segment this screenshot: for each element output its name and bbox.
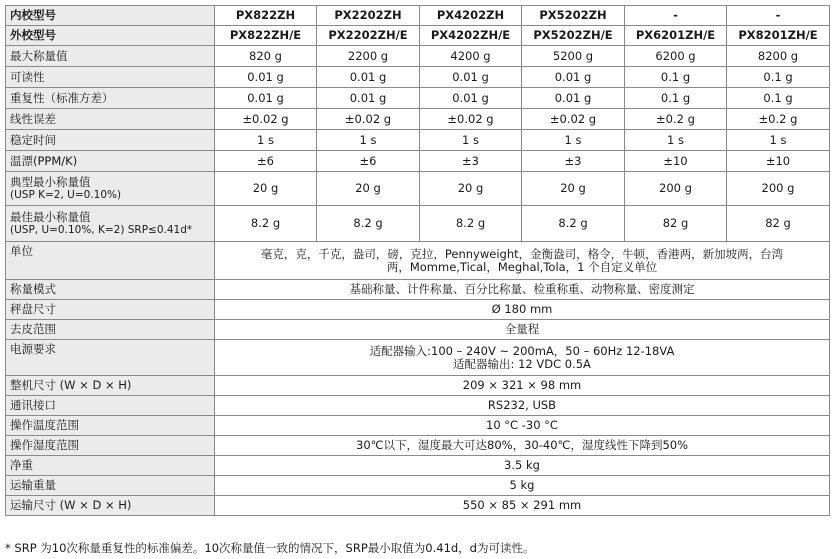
value-cell: 209 × 321 × 98 mm <box>215 376 830 396</box>
value-cell: 82 g <box>727 206 830 242</box>
power-line: 适配器输出: 12 VDC 0.5A <box>453 356 591 371</box>
spec-row <box>6 172 830 206</box>
value-cell: 0.01 g <box>522 67 625 88</box>
row-label: 稳定时间 <box>6 130 215 151</box>
row-label: 操作温度范围 <box>6 416 215 436</box>
value-cell: 3.5 kg <box>215 456 830 476</box>
value-cell: ±3 <box>522 151 625 172</box>
row-label <box>6 172 215 206</box>
value-cell: 200 g <box>727 172 830 206</box>
external-model-cell: PX5202ZH/E <box>522 26 625 46</box>
value-cell: ±10 <box>727 151 830 172</box>
row-label-sub: (USP, U=0.10%, K=2) SRP≤0.41d* <box>10 223 193 236</box>
internal-model-label: 内校型号 <box>6 6 215 26</box>
row-label: 净重 <box>6 456 215 476</box>
spec-row <box>6 130 830 151</box>
spec-row <box>6 46 830 67</box>
power-line: 适配器输入:100 – 240V ~ 200mA，50 – 60Hz 12-18VA <box>369 343 675 358</box>
value-cell: 8200 g <box>727 46 830 67</box>
units-line: 两，Momme,Tical，Meghal,Tola，1 个自定义单位 <box>386 259 658 274</box>
external-model-cell: PX822ZH/E <box>215 26 317 46</box>
row-label: 单位 <box>6 242 215 280</box>
internal-model-cell: - <box>625 6 727 26</box>
value-cell: 1 s <box>625 130 727 151</box>
value-cell: ±0.02 g <box>522 109 625 130</box>
row-label: 通讯接口 <box>6 396 215 416</box>
value-cell: 30℃以下，湿度最大可达80%，30-40℃，湿度线性下降到50% <box>215 436 830 456</box>
spec-row <box>6 109 830 130</box>
row-label: 运输尺寸 (W × D × H) <box>6 496 215 516</box>
value-cell: 1 s <box>727 130 830 151</box>
value-cell: 0.01 g <box>522 88 625 109</box>
value-cell: 4200 g <box>420 46 522 67</box>
spec-row <box>6 320 830 340</box>
power-cell <box>215 340 830 376</box>
value-cell: 0.1 g <box>625 88 727 109</box>
row-label-main: 典型最小称量值 <box>10 174 91 189</box>
units-row <box>6 242 830 280</box>
value-cell: 20 g <box>420 172 522 206</box>
value-cell: 550 × 85 × 291 mm <box>215 496 830 516</box>
value-cell: ±3 <box>420 151 522 172</box>
units-line: 毫克，克，千克，盎司，磅，克拉，Pennyweight，金衡盎司，格令，牛顿，香港两，新加坡两，台湾 <box>260 246 784 261</box>
value-cell: 2200 g <box>317 46 420 67</box>
value-cell: 1 s <box>317 130 420 151</box>
row-label: 可读性 <box>6 67 215 88</box>
value-cell: 0.1 g <box>625 67 727 88</box>
value-cell: ±6 <box>215 151 317 172</box>
internal-model-cell: - <box>727 6 830 26</box>
header-row-external <box>6 26 830 46</box>
external-model-cell: PX6201ZH/E <box>625 26 727 46</box>
value-cell: 1 s <box>215 130 317 151</box>
value-cell: ±0.02 g <box>215 109 317 130</box>
external-model-cell: PX4202ZH/E <box>420 26 522 46</box>
row-label: 操作湿度范围 <box>6 436 215 456</box>
value-cell: ±0.2 g <box>727 109 830 130</box>
row-label: 重复性（标准方差） <box>6 88 215 109</box>
external-model-label: 外校型号 <box>6 26 215 46</box>
value-cell: 200 g <box>625 172 727 206</box>
external-model-cell: PX2202ZH/E <box>317 26 420 46</box>
spec-row <box>6 300 830 320</box>
row-label: 称量模式 <box>6 280 215 300</box>
row-label-main: 最佳最小称量值 <box>10 209 91 224</box>
value-cell: 6200 g <box>625 46 727 67</box>
value-cell: 0.01 g <box>317 67 420 88</box>
value-cell: 20 g <box>215 172 317 206</box>
internal-model-cell: PX5202ZH <box>522 6 625 26</box>
external-model-cell: PX8201ZH/E <box>727 26 830 46</box>
spec-row <box>6 151 830 172</box>
row-label: 电源要求 <box>6 340 215 376</box>
value-cell: 8.2 g <box>420 206 522 242</box>
value-cell: 0.01 g <box>215 88 317 109</box>
spec-row <box>6 496 830 516</box>
value-cell: ±0.02 g <box>420 109 522 130</box>
value-cell: 0.01 g <box>215 67 317 88</box>
value-cell: 820 g <box>215 46 317 67</box>
row-label: 线性误差 <box>6 109 215 130</box>
value-cell: 8.2 g <box>522 206 625 242</box>
internal-model-cell: PX2202ZH <box>317 6 420 26</box>
value-cell: 基础称量、计件称量、百分比称量、检重称重、动物称量、密度测定 <box>215 280 830 300</box>
internal-model-cell: PX4202ZH <box>420 6 522 26</box>
value-cell: 5200 g <box>522 46 625 67</box>
value-cell: RS232, USB <box>215 396 830 416</box>
spec-table <box>5 5 830 516</box>
value-cell: 5 kg <box>215 476 830 496</box>
spec-row <box>6 376 830 396</box>
spec-row <box>6 280 830 300</box>
row-label: 去皮范围 <box>6 320 215 340</box>
value-cell: 0.01 g <box>420 88 522 109</box>
row-label: 秤盘尺寸 <box>6 300 215 320</box>
value-cell: ±0.2 g <box>625 109 727 130</box>
value-cell: 20 g <box>317 172 420 206</box>
spec-row <box>6 88 830 109</box>
internal-model-cell: PX822ZH <box>215 6 317 26</box>
header-row-internal <box>6 6 830 26</box>
spec-row <box>6 436 830 456</box>
value-cell: 82 g <box>625 206 727 242</box>
value-cell: 0.1 g <box>727 88 830 109</box>
value-cell: 20 g <box>522 172 625 206</box>
value-cell: 0.01 g <box>420 67 522 88</box>
row-label: 最大称量值 <box>6 46 215 67</box>
value-cell: 0.1 g <box>727 67 830 88</box>
spec-row <box>6 206 830 242</box>
spec-row <box>6 396 830 416</box>
value-cell: 8.2 g <box>215 206 317 242</box>
value-cell: 全量程 <box>215 320 830 340</box>
row-label: 整机尺寸 (W × D × H) <box>6 376 215 396</box>
value-cell: 8.2 g <box>317 206 420 242</box>
row-label-sub: (USP K=2, U=0.10%) <box>10 188 122 201</box>
value-cell: 1 s <box>522 130 625 151</box>
spec-row <box>6 456 830 476</box>
units-cell <box>215 242 830 280</box>
spec-row <box>6 416 830 436</box>
value-cell: ±6 <box>317 151 420 172</box>
value-cell: Ø 180 mm <box>215 300 830 320</box>
row-label: 运输重量 <box>6 476 215 496</box>
value-cell: 1 s <box>420 130 522 151</box>
spec-row <box>6 67 830 88</box>
power-row <box>6 340 830 376</box>
value-cell: ±0.02 g <box>317 109 420 130</box>
row-label <box>6 206 215 242</box>
spec-row <box>6 476 830 496</box>
value-cell: 10 °C -30 °C <box>215 416 830 436</box>
footnote: * SRP 为10次称量重复性的标准偏差。10次称量值一致的情况下，SRP最小取值为0.41d，d为可读性。 <box>5 541 535 555</box>
value-cell: ±10 <box>625 151 727 172</box>
value-cell: 0.01 g <box>317 88 420 109</box>
row-label: 温漂(PPM/K) <box>6 151 215 172</box>
